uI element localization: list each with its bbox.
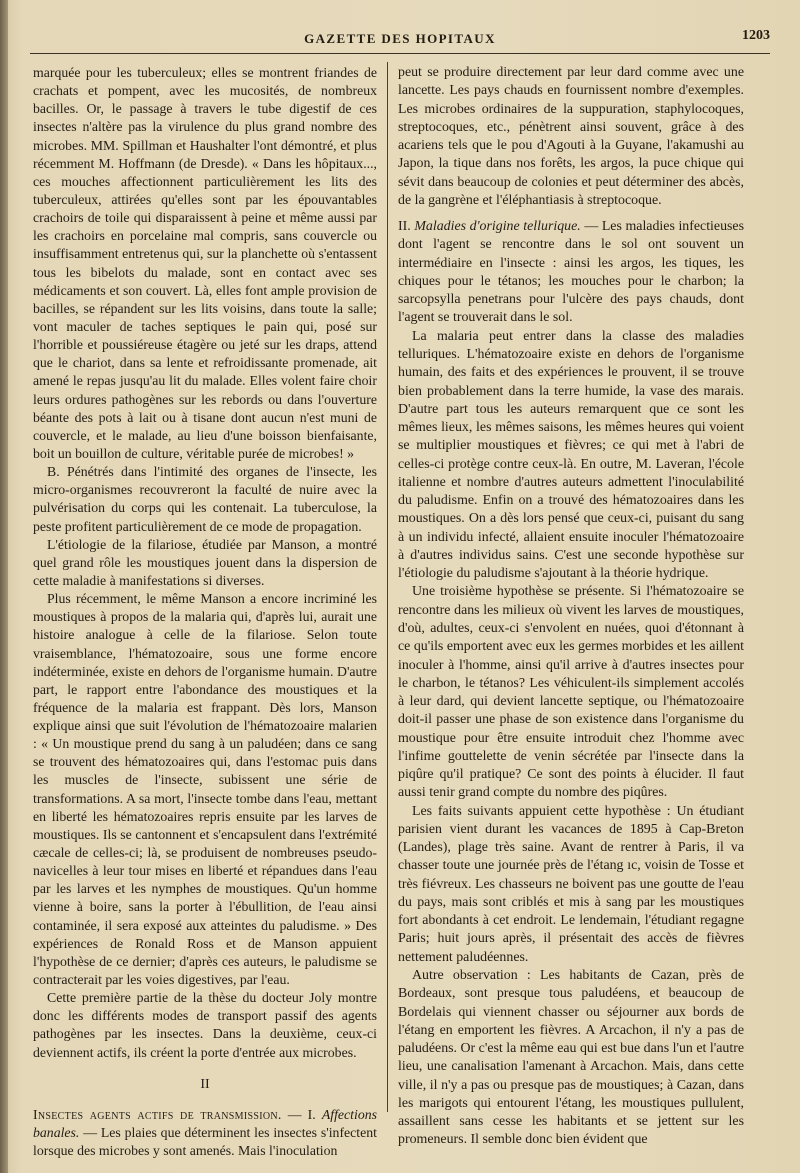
paragraph: peut se produire directement par leur dard comme avec une lancette. Les pays chauds en fournissent nombre d'exemples. Les microbes ordinaires de la suppuration, staphylocoques, streptocoques, etc., pénètrent ainsi souvent, grâce à des acariens tels que le pou d'Agouti à la Guyane, l'akamushi au Japon, la tique dans nos forêts, les argos, la puce chique qui sévit dans beaucoup de colonies et peut déterminer des abcès, de la gangrène et l'éléphantiasis à streptocoque.: [398, 65, 744, 208]
paragraph: Une troisième hypothèse se présente. Si l'hématozoaire se rencontre dans les milieux où vivent les larves de moustiques, d'où, adultes, ceux-ci s'envolent en nuées, quoi d'étonnant à ce qu'ils emportent avec eux les germes morbides et les aillent inoculer à l'homme, ainsi qu'il arrive à d'autres insectes pour le charbon, le tétanos? Les véhiculent-ils simplement accolés à leur dard, qui devient lancette septique, ou l'hématozoaire doit-il passer une phase de son existence dans l'organisme du moustique pour être ensuite introduit chez l'homme avec l'infime gouttelette de venin sécrétée par l'insecte dans la piqûre qu'il pratique? Ce sont des points à élucider. Il faut aussi tenir grand compte du nombre des piqûres.: [398, 584, 744, 801]
page-number: 1203: [742, 28, 770, 43]
section-paragraph: [398, 218, 744, 328]
section-heading: Insectes agents actifs de transmission.: [33, 1106, 282, 1122]
paragraph: L'étiologie de la filariose, étudiée par Manson, a montré quel grand rôle les moustiques jouent dans la dispersion de cette maladie à manifestations si diverses.: [33, 536, 377, 588]
column-divider: [387, 62, 388, 1112]
running-title: GAZETTE DES HOPITAUX: [304, 31, 496, 46]
paragraph: Les faits suivants appuient cette hypothèse : Un étudiant parisien vient durant les vacances de 1895 à Cap-Breton (Landes), plage très saine. Avant de rentrer à Paris, il va chasser toute une journée près de l'étang ıc, voisin de Tosse et très fiévreux. Les chasseurs ne boivent pas une goutte de l'eau du pays, mais sont criblés et mis à sang par les moustiques fort abondants à cet endroit. Le lendemain, l'étudiant regagne Paris; huit jours après, il présentait des accès de fièvres nettement paludéennes.: [398, 803, 744, 965]
subsection-label: II.: [398, 219, 415, 235]
header-rule: [30, 53, 770, 54]
paragraph-text: — Les plaies que déterminent les insectes s'infectent lorsque des microbes y sont amenés. Mais l'inoculation: [33, 1125, 377, 1159]
page-header: [30, 26, 770, 54]
binding-spine: [0, 0, 8, 1173]
paragraph-text: — Les maladies infectieuses dont l'agent se rencontre dans le sol ont souvent un intermédiaire en l'insecte : ainsi les argos, les tiques, les chiques pour le tétanos; les mouches pour le charbon; la sarcopsylla penetrans pour l'ulcère des pays chauds, dont l'agent se trouverait dans le sol.: [398, 219, 745, 326]
left-column: [33, 64, 377, 1160]
section-number: II: [200, 1076, 210, 1092]
section-paragraph: [33, 1106, 377, 1160]
paragraph: La malaria peut entrer dans la classe des maladies telluriques. L'hématozoaire existe en dehors de l'organisme humain, des faits et des expériences le prouvent, il se trouve bien probablement dans la terre humide, la vase des marais. D'autre part tous les auteurs remarquent que ce sont les mêmes lieux, les mêmes saisons, les mêmes heures qui voient se multiplier moustiques et fièvres; ce qui met à l'abri de celles-ci protège contre ceux-là. En outre, M. Laveran, l'école italienne et nombre d'autres auteurs admettent l'inoculabilité du paludisme. Enfin on a trouvé des hématozoaires dans les moustiques. On a dès lors pensé que ceux-ci, puisant du sang à un individu infecté, allaient ensuite inoculer l'hématozoaire à d'autres individus sains. C'est une seconde hypothèse sur l'étiologie du paludisme s'ajoutant à la théorie hydrique.: [398, 328, 744, 582]
heading-dash: — I.: [281, 1106, 322, 1122]
subheading-italic: Affections banales.: [33, 1106, 377, 1141]
paragraph: Autre observation : Les habitants de Cazan, près de Bordeaux, sont presque tous paludéens, et beaucoup de Bordelais qui viennent chasser ou séjourner aux bords de l'étang en emportent les fièvres. A Arcachon, il n'y a pas de paludéens. Or c'est la même eau qui est bue dans l'un et l'autre lieu, une canalisation l'amenant à Arcachon. Mais, dans cette ville, il n'y a pas ou presque pas de moustiques; à Cazan, dans les marigots qui entourent l'étang, les moustiques pullulent, assaillent sans cesse les habitants et se jettent sur les promeneurs. Il semble donc bien évident que: [398, 968, 744, 1148]
paragraph: marquée pour les tuberculeux; elles se montrent friandes de crachats et pompent, avec les mucosités, de nombreux bacilles. Or, le passage à travers le tube digestif de ces insectes n'altère pas la virulence du plus grand nombre des microbes. MM. Spillman et Haushalter l'ont démontré, et plus récemment M. Hoffmann (de Dresde). « Dans les hôpitaux..., ces mouches affectionnent particulièrement les lits des tuberculeux, attirées qu'elles sont par les épouvantables crachoirs de toile qui disparaissent à peine et même aussi par les crachoirs en porcelaine mal compris, sans couvercle ou insuffisamment entretenus qui, sur la planchette où s'entassent tous les bibelots du malade, sont en contact avec ses médicaments et son couvert. Là, elles font ample provision de bacilles, se répandent sur les lits voisins, dans toute la salle; vont maculer de taches septiques le pain qui, posé sur l'horrible et poussiéreuse étagère ou jeté sur les draps, attend que le chariot, dans sa lente et refroidissante promenade, ait amené le repas jusqu'au lit du malade. Elles volent faire choir leurs ordures pathogènes sur les rebords ou dans l'ouverture béante des pots à lait ou à tisane dont aucun n'est muni de couvercle, et le malade, au lieu d'une boisson bienfaisante, boit un bouillon de culture, véritable purée de microbes! »: [33, 65, 377, 461]
paragraph: Cette première partie de la thèse du docteur Joly montre donc les différents modes de transport passif des agents pathogènes par les insectes. Dans la deuxième, ceux-ci deviennent actifs, ils créent la porte d'entrée aux microbes.: [33, 990, 377, 1060]
paragraph: B. Pénétrés dans l'intimité des organes de l'insecte, les micro-organismes recouvreront la faculté de nuire avec la pulvérisation du corps qui les contenait. La tuberculose, la peste profitent particulièrement de ce mode de propagation.: [33, 464, 377, 534]
subheading-italic: Maladies d'origine tellurique.: [414, 219, 581, 235]
right-column: [398, 64, 744, 1150]
paragraph: Plus récemment, le même Manson a encore incriminé les moustiques à propos de la malaria qui, d'après lui, aurait une histoire analogue à celle de la filariose. Selon toute vraisemblance, l'hématozoaire, sous une forme encore indéterminée, existe en dehors de l'organisme humain. D'autre part, le rapport entre l'abondance des moustiques et la fréquence de la malaria est frappant. Dès lors, Manson explique ainsi que suit l'évolution de l'hématozoaire malarien : « Un moustique prend du sang à un paludéen; dans ce sang se trouvent des hématozoaires qui, dans l'estomac puis dans les muscles de l'insecte, subissent une série de transformations. A sa mort, l'insecte tombe dans l'eau, mettant en liberté les hématozoaires repris ensuite par les larves de moustiques. Ils se cantonnent et s'encapsulent dans l'extrémité cæcale de celles-ci; là, se produisent de nombreuses pseudo-navicelles à leur tour mises en liberté et répandues dans l'eau par les larves et les nymphes de moustiques. Qu'un homme vienne à boire, sans la porter à l'ébullition, de l'eau ainsi contaminée, il sera exposé aux atteintes du paludisme. » Des expériences de Ronald Ross et de Manson appuient l'hypothèse de ce dernier; d'après ces auteurs, le paludisme se contracterait par les voies digestives, par l'eau.: [33, 591, 377, 988]
